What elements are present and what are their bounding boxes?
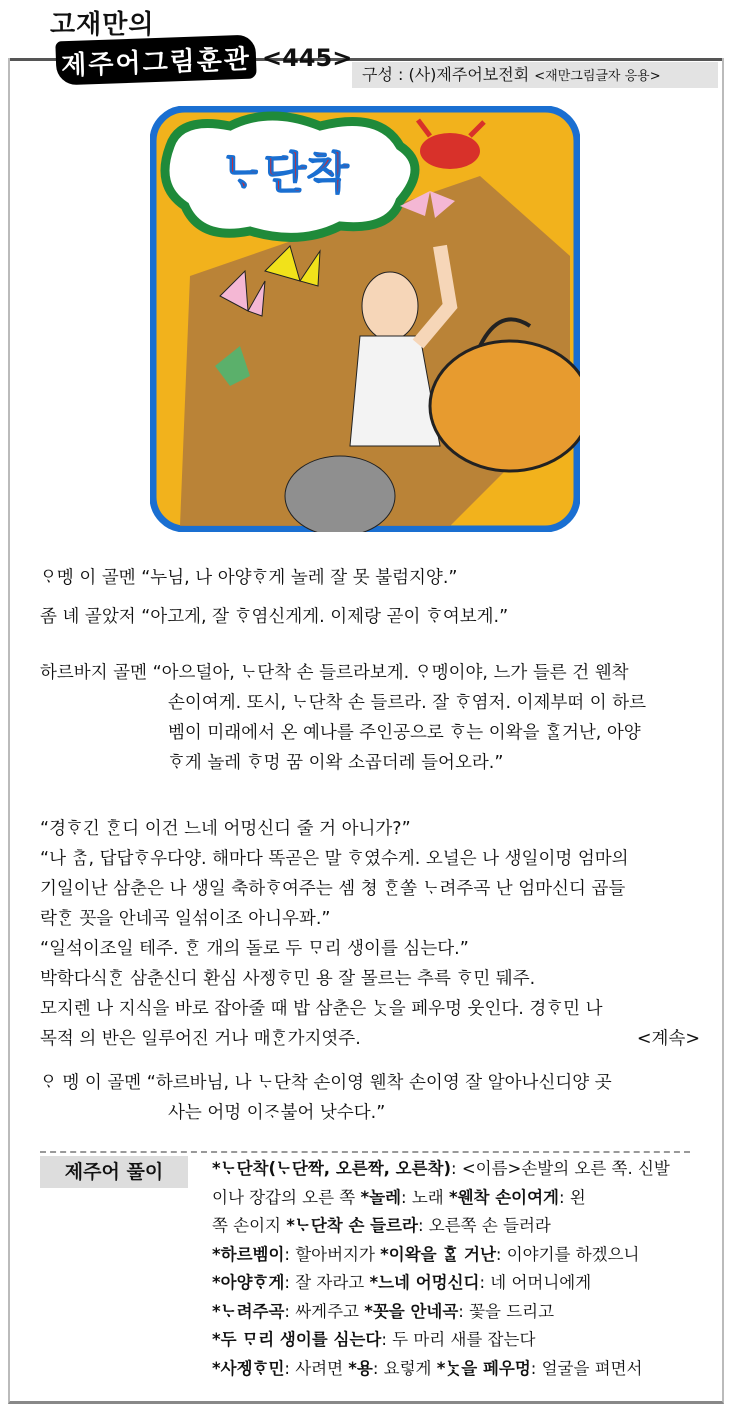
glossary-term: *아양ᄒᆞ게 — [212, 1273, 285, 1292]
glossary-definition: : 두 마리 새를 잡는다 — [381, 1330, 536, 1349]
glossary-divider — [40, 1151, 690, 1153]
glossary-definition: : 사려면 — [284, 1358, 349, 1378]
glossary-line — [212, 1298, 670, 1327]
credit-main: 구성 : (사)제주어보전회 — [362, 65, 535, 84]
glossary-term: *느네 어멍신디 — [369, 1273, 480, 1292]
glossary-label: 제주어 풀이 — [40, 1156, 188, 1188]
column-logo-text: 제주어그림훈관 — [60, 44, 252, 81]
credit-sub: <재만그림글자 응용> — [534, 69, 661, 84]
issue-number: <445> — [262, 44, 353, 72]
glossary-term: *사젱ᄒᆞ민 — [212, 1358, 285, 1378]
speech: “누님, 나 아양ᄒᆞ게 놀레 잘 못 불럼지양.” — [141, 568, 458, 588]
glossary-definition: : <이름>손발의 오른 쪽. 신발 — [451, 1159, 670, 1178]
glossary-definition: : 꽃을 드리고 — [458, 1301, 555, 1321]
child-figure — [285, 456, 395, 532]
glossary-definition: : 싸게주고 — [284, 1301, 365, 1321]
story-line: 락ᄒᆞᆫ 꼿을 안네곡 일섞이조 아니우꽈.” — [40, 909, 331, 929]
story-line: “나 ᄎᆞᆷ, 답답ᄒᆞ우다양. 해마다 똑곧은 말 ᄒᆞ였수게. 오널은 나 생일이멍 엄마의 — [40, 849, 629, 869]
glossary-line — [212, 1355, 670, 1384]
glossary-line — [212, 1212, 670, 1241]
glossary-line — [212, 1241, 670, 1270]
series-title: 고재만의 — [50, 10, 155, 40]
speech: “아고게, 잘 ᄒᆞ염신게게. 이제랑 곧이 ᄒᆞ여보게.” — [141, 607, 509, 627]
speaker-jomnye: 좀 녜 골았저 — [40, 607, 136, 627]
speech: 벰이 미래에서 온 예나를 주인공으로 ᄒᆞ는 이왁을 ᄒᆞᆯ거난, 아양 — [168, 723, 641, 743]
glossary-definition: : 노래 — [401, 1187, 449, 1207]
glossary-term: *꼿을 안네곡 — [364, 1301, 459, 1321]
glossary-definition: : 네 어머니에게 — [479, 1273, 592, 1292]
speech: 사는 어멍 이ᄌᆞ불어 낫수다.” — [168, 1103, 386, 1123]
glossary-line — [212, 1269, 670, 1298]
glossary-definition: : 이야기를 하겠으니 — [495, 1244, 640, 1264]
speaker-omengi: ᄋᆞ 멩 이 골멘 — [40, 1073, 142, 1093]
glossary-term: *두 ᄆᆞ리 생이를 심는다 — [212, 1330, 382, 1349]
glossary-term: *하르벰이 — [212, 1244, 285, 1264]
glossary-term: *ᄂᆞ단착(ᄂᆞ단짝, 오른짝, 오른착) — [212, 1159, 452, 1178]
speaker-omengi: ᄋᆞ멩 이 골멘 — [40, 568, 136, 588]
closing-dialogue — [40, 1068, 612, 1128]
speech: “아으덜아, ᄂᆞ단착 손 들르라보게. ᄋᆞ멩이야, 느가 들른 건 웬착 — [152, 663, 629, 683]
dialogue-grandfather — [40, 658, 646, 778]
column-logo — [55, 35, 256, 86]
glossary-term: *놀레 — [360, 1187, 402, 1207]
dialogue-line-1 — [40, 563, 457, 593]
glossary-term: *ᄂᆞ단착 손 들르라 — [286, 1216, 418, 1235]
glossary-body — [212, 1155, 670, 1383]
speaker-grandfather: 하르바지 골멘 — [40, 663, 147, 683]
speech: ᄒᆞ게 놀레 ᄒᆞ멍 꿈 이왁 소곱더레 들어오라.” — [168, 753, 504, 773]
speech: “하르바님, 나 ᄂᆞ단착 손이영 웬착 손이영 잘 알아나신디양 곳 — [146, 1073, 612, 1093]
speech: 손이여게. 또시, ᄂᆞ단착 손 들르라. 잘 ᄒᆞ염저. 이제부떠 이 하르 — [168, 693, 647, 713]
glossary-term: *ᄂᆞᆺ을 페우멍 — [436, 1358, 531, 1378]
glossary-line — [212, 1326, 670, 1355]
glossary-term: *이왁을 ᄒᆞᆯ 거난 — [380, 1244, 496, 1264]
glossary-term: *용 — [348, 1358, 373, 1378]
credit-bar — [352, 62, 718, 88]
glossary-term: *ᄂᆞ려주곡 — [212, 1301, 285, 1321]
story-line: “일석이조일 테주. ᄒᆞᆫ 개의 돌로 두 ᄆᆞ리 생이를 심는다.” — [40, 939, 469, 959]
story-line: 기일이난 삼춘은 나 생일 축하ᄒᆞ여주는 셈 쳥 ᄒᆞᆫ쏠 ᄂᆞ려주곡 난 엄마신디 곱들 — [40, 879, 626, 899]
glossary-definition: : 요렇게 — [372, 1358, 437, 1378]
story-line: 박학다식ᄒᆞᆫ 삼춘신디 환심 사젱ᄒᆞ민 용 잘 몰르는 추륵 ᄒᆞ민 뒈주. — [40, 969, 536, 989]
story-line: 목적 의 반은 일루어진 거나 매ᄒᆞᆫ가지엿주. — [40, 1029, 361, 1049]
continued-label: <계속> — [636, 1029, 700, 1049]
story-line: 모지렌 나 지식을 바로 잡아줄 때 밥 삼춘은 ᄂᆞᆺ을 페우멍 웃인다. 경ᄒᆞ민 나 — [40, 999, 603, 1019]
glossary-line — [212, 1155, 670, 1184]
story-line: “경ᄒᆞ긴 ᄒᆞᆫ디 이건 느네 어멍신디 줄 거 아니가?” — [40, 819, 411, 839]
glossary-definition: : 오른쪽 손 들러라 — [417, 1216, 551, 1235]
story-body — [40, 814, 629, 1054]
dialogue-line-2 — [40, 602, 508, 632]
glossary-definition: : 얼굴을 펴면서 — [530, 1358, 643, 1378]
glossary-definition: 쪽 손이지 — [212, 1216, 287, 1235]
glossary-definition: 이나 장갑의 오른 쪽 — [212, 1187, 361, 1207]
cloud-title: ᄂᆞ단착 — [221, 148, 349, 199]
glossary-term: *웬착 손이여게 — [448, 1187, 559, 1207]
glossary-definition: : 할아버지가 — [284, 1244, 381, 1264]
comic-illustration — [150, 106, 580, 532]
glossary-definition: : 왼 — [558, 1187, 586, 1207]
glossary-line — [212, 1184, 670, 1213]
glossary-definition: : 잘 자라고 — [284, 1273, 370, 1292]
